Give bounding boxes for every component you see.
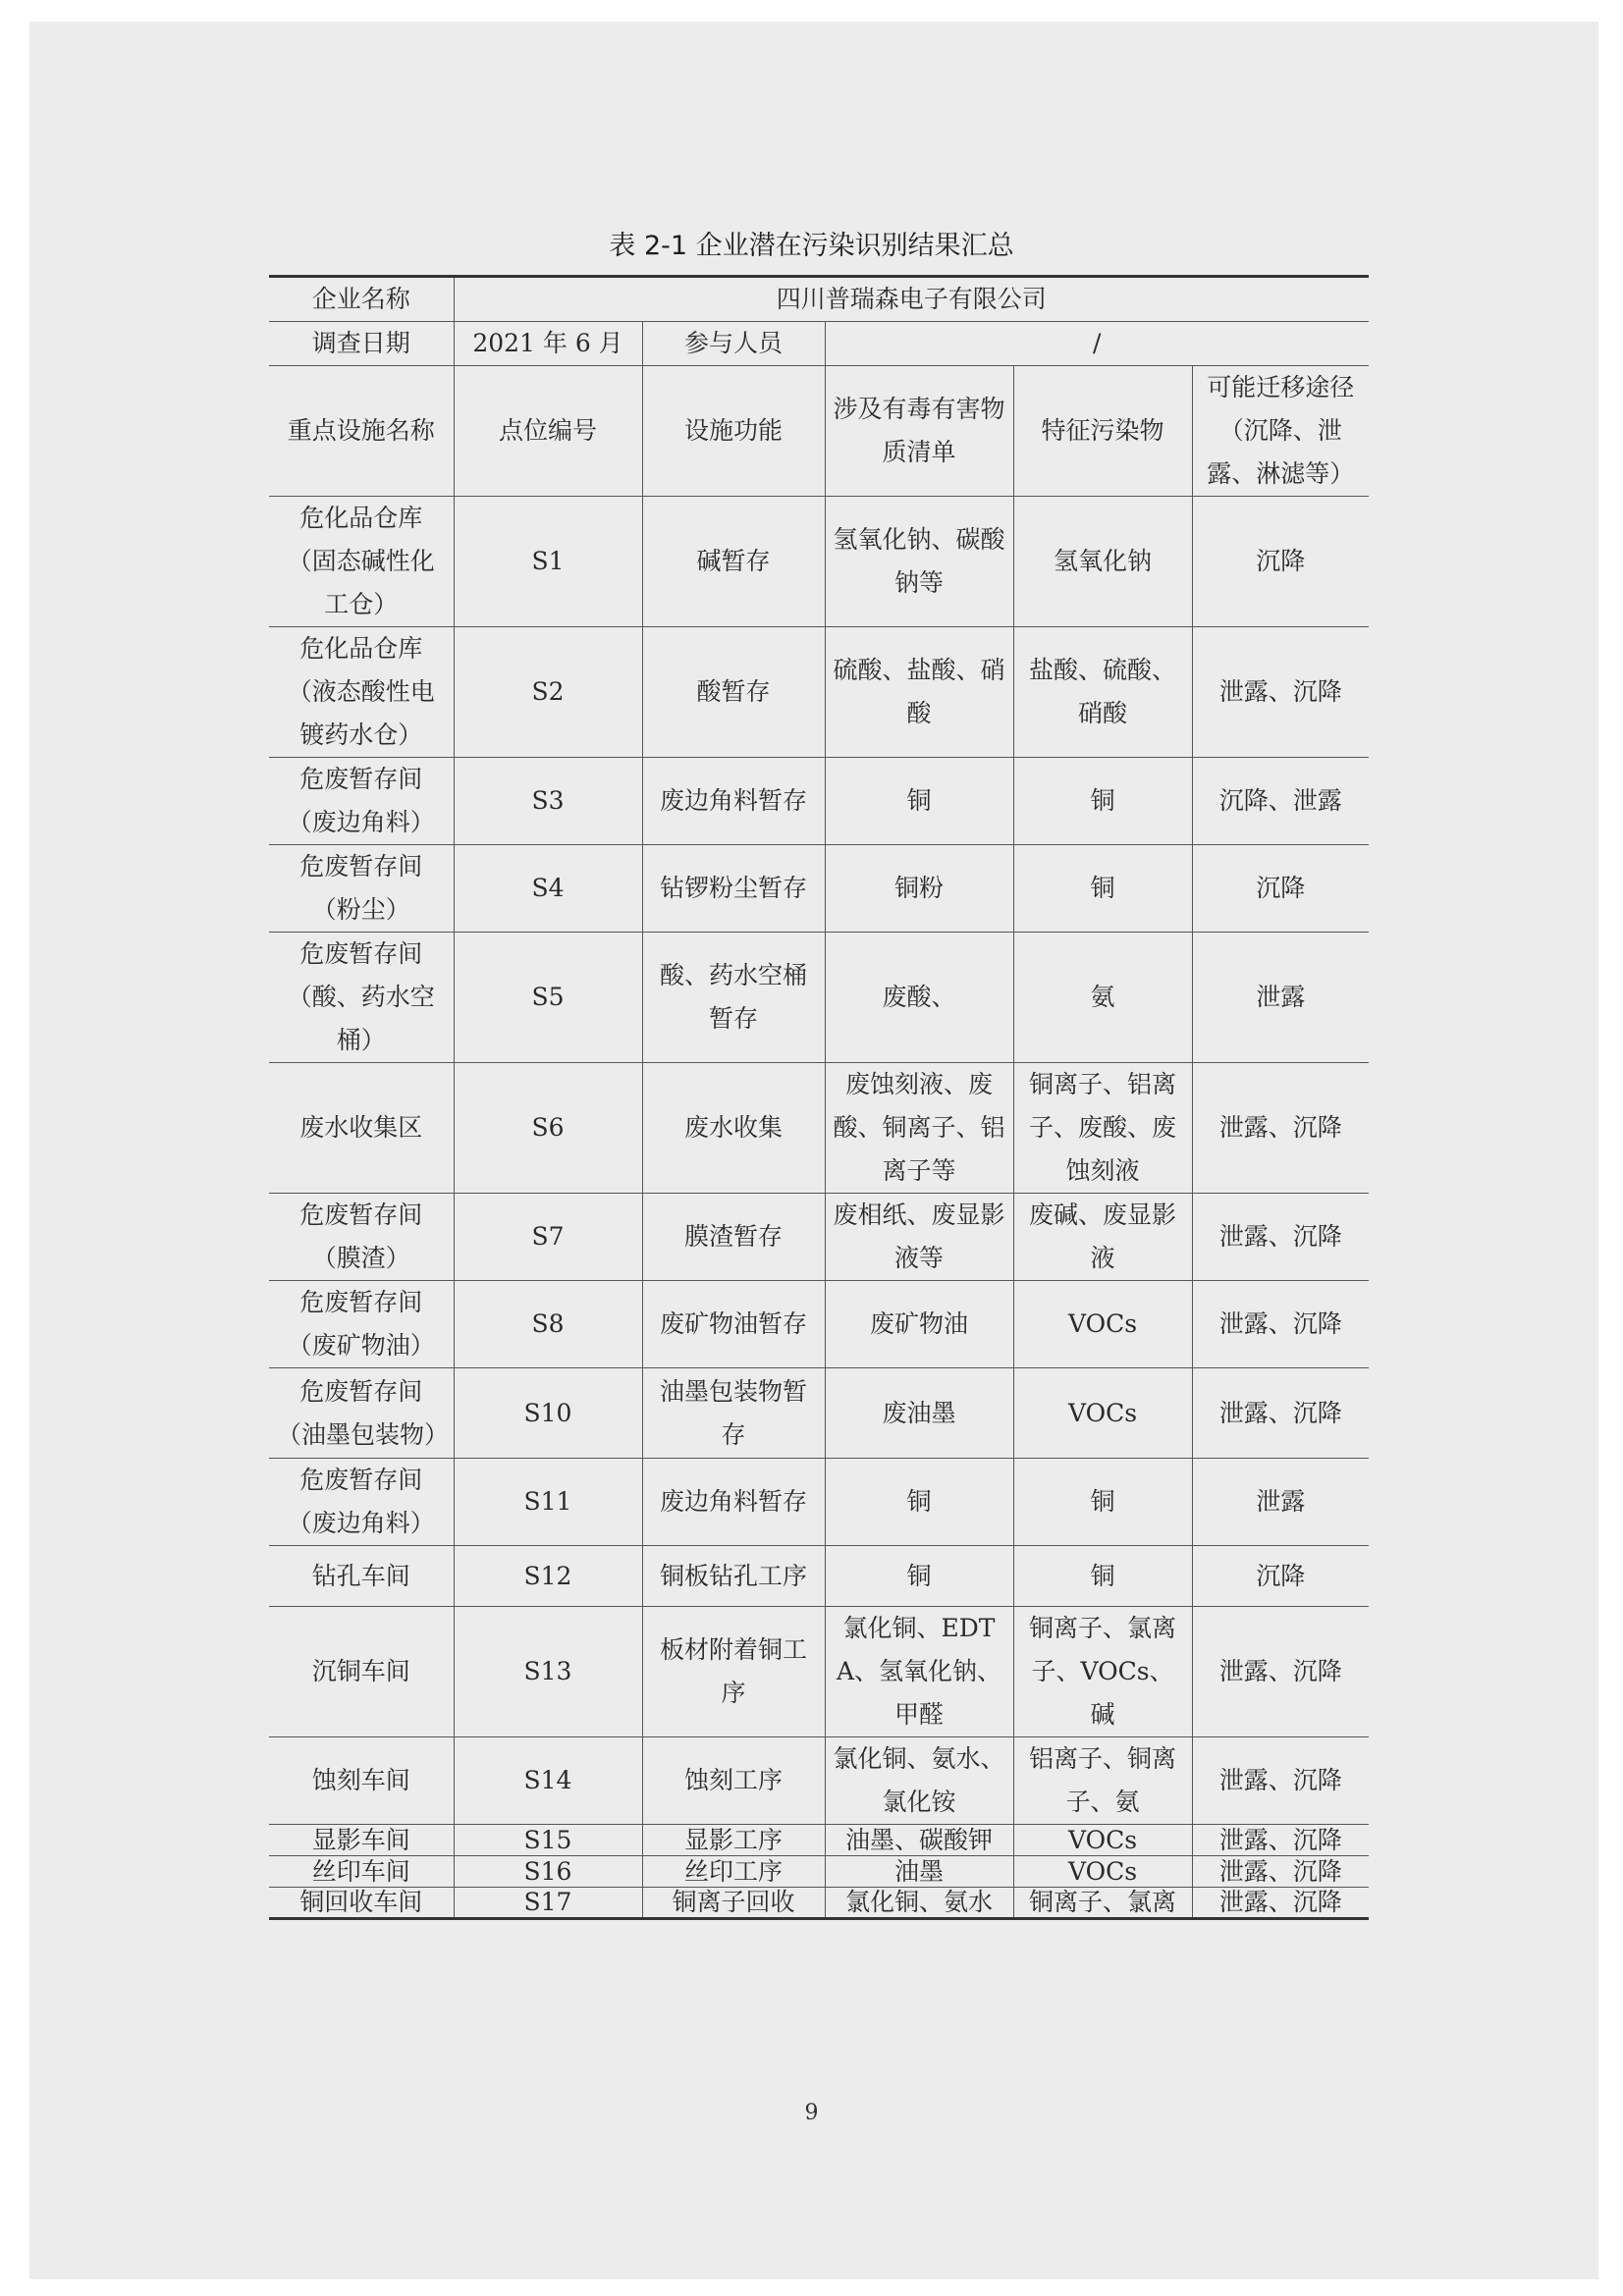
table-cell: 危废暂存间（油墨包装物）	[269, 1368, 454, 1459]
table-cell: 泄露、沉降	[1192, 1856, 1369, 1888]
table-row	[269, 1888, 1369, 1919]
table-cell: 氢氧化钠	[1013, 497, 1192, 627]
table-row	[269, 627, 1369, 758]
table-cell: VOCs	[1013, 1825, 1192, 1856]
table-cell: 危废暂存间（废边角料）	[269, 1459, 454, 1546]
table-cell: 泄露、沉降	[1192, 1825, 1369, 1856]
table-row	[269, 758, 1369, 845]
table-cell: VOCs	[1013, 1281, 1192, 1368]
table-cell: S7	[454, 1194, 642, 1281]
table-cell: 沉降、泄露	[1192, 758, 1369, 845]
table-cell: S4	[454, 845, 642, 933]
table-cell: 铜	[1013, 845, 1192, 933]
table-cell: S2	[454, 627, 642, 758]
table-cell: 废水收集区	[269, 1063, 454, 1194]
table-cell: 显影车间	[269, 1825, 454, 1856]
table-cell: 泄露、沉降	[1192, 1194, 1369, 1281]
table-cell: 铜板钻孔工序	[642, 1546, 825, 1607]
company-row	[269, 277, 1369, 322]
table-cell: S10	[454, 1368, 642, 1459]
table-cell: 丝印车间	[269, 1856, 454, 1888]
table-row	[269, 1825, 1369, 1856]
table-cell: 铜回收车间	[269, 1888, 454, 1919]
table-cell: 危废暂存间（废矿物油）	[269, 1281, 454, 1368]
table-cell: 铜	[1013, 1546, 1192, 1607]
company-label: 企业名称	[269, 277, 454, 322]
table-cell: 废油墨	[825, 1368, 1013, 1459]
table-row	[269, 1856, 1369, 1888]
table-cell: 盐酸、硫酸、硝酸	[1013, 627, 1192, 758]
header-cell: 重点设施名称	[269, 366, 454, 497]
header-cell: 可能迁移途径（沉降、泄露、淋滤等）	[1192, 366, 1369, 497]
table-cell: 铜	[825, 1459, 1013, 1546]
table-cell: 废边角料暂存	[642, 758, 825, 845]
header-cell: 点位编号	[454, 366, 642, 497]
table-cell: 油墨	[825, 1856, 1013, 1888]
table-cell: 废碱、废显影液	[1013, 1194, 1192, 1281]
table-cell: 钻孔车间	[269, 1546, 454, 1607]
table-cell: S8	[454, 1281, 642, 1368]
table-cell: 铜	[825, 758, 1013, 845]
table-cell: 泄露、沉降	[1192, 1607, 1369, 1737]
table-cell: 酸暂存	[642, 627, 825, 758]
table-cell: 蚀刻车间	[269, 1737, 454, 1825]
table-cell: 泄露、沉降	[1192, 1368, 1369, 1459]
table-cell: S6	[454, 1063, 642, 1194]
table-cell: 钻锣粉尘暂存	[642, 845, 825, 933]
table-row	[269, 933, 1369, 1063]
table-row	[269, 1368, 1369, 1459]
table-cell: 铜粉	[825, 845, 1013, 933]
table-cell: 铜离子、氯离子、VOCs、碱	[1013, 1607, 1192, 1737]
table-cell: 泄露、沉降	[1192, 627, 1369, 758]
page-number: 9	[804, 2101, 819, 2125]
date-value: 2021 年 6 月	[454, 322, 642, 366]
table-cell: 硫酸、盐酸、硝酸	[825, 627, 1013, 758]
table-cell: 沉铜车间	[269, 1607, 454, 1737]
table-cell: 氯化铜、EDTA、氢氧化钠、甲醛	[825, 1607, 1013, 1737]
table-cell: 废相纸、废显影液等	[825, 1194, 1013, 1281]
table-cell: 泄露	[1192, 933, 1369, 1063]
header-cell: 涉及有毒有害物质清单	[825, 366, 1013, 497]
table-cell: 危化品仓库（固态碱性化工仓）	[269, 497, 454, 627]
table-cell: S5	[454, 933, 642, 1063]
table-cell: 废矿物油	[825, 1281, 1013, 1368]
table-cell: 丝印工序	[642, 1856, 825, 1888]
table-row	[269, 1194, 1369, 1281]
table-cell: 氯化铜、氨水	[825, 1888, 1013, 1919]
table-cell: 泄露、沉降	[1192, 1888, 1369, 1919]
table-cell: 废水收集	[642, 1063, 825, 1194]
table-cell: VOCs	[1013, 1856, 1192, 1888]
table-cell: S17	[454, 1888, 642, 1919]
table-cell: 废边角料暂存	[642, 1459, 825, 1546]
table-row	[269, 1607, 1369, 1737]
table-cell: 废酸、	[825, 933, 1013, 1063]
table-cell: 板材附着铜工序	[642, 1607, 825, 1737]
table-cell: 铜离子、铝离子、废酸、废蚀刻液	[1013, 1063, 1192, 1194]
table-cell: 危化品仓库（液态酸性电镀药水仓）	[269, 627, 454, 758]
table-row	[269, 1063, 1369, 1194]
table-cell: 铝离子、铜离子、氨	[1013, 1737, 1192, 1825]
table-cell: 泄露、沉降	[1192, 1281, 1369, 1368]
date-row	[269, 322, 1369, 366]
table-row	[269, 845, 1369, 933]
table-cell: 泄露、沉降	[1192, 1063, 1369, 1194]
table-cell: 酸、药水空桶暂存	[642, 933, 825, 1063]
table-cell: S13	[454, 1607, 642, 1737]
table-cell: S1	[454, 497, 642, 627]
table-cell: 氯化铜、氨水、氯化铵	[825, 1737, 1013, 1825]
table-title: 表 2-1 企业潜在污染识别结果汇总	[609, 231, 1014, 261]
table-cell: 铜	[1013, 758, 1192, 845]
header-row	[269, 366, 1369, 497]
table-cell: 油墨包装物暂存	[642, 1368, 825, 1459]
table-cell: S12	[454, 1546, 642, 1607]
table-cell: S11	[454, 1459, 642, 1546]
header-cell: 设施功能	[642, 366, 825, 497]
header-cell: 特征污染物	[1013, 366, 1192, 497]
table-row	[269, 1459, 1369, 1546]
table-cell: 膜渣暂存	[642, 1194, 825, 1281]
company-value: 四川普瑞森电子有限公司	[454, 277, 1369, 322]
table-cell: 泄露、沉降	[1192, 1737, 1369, 1825]
table-cell: 危废暂存间（粉尘）	[269, 845, 454, 933]
table-cell: 显影工序	[642, 1825, 825, 1856]
people-label: 参与人员	[642, 322, 825, 366]
table-row	[269, 1281, 1369, 1368]
table-cell: VOCs	[1013, 1368, 1192, 1459]
table-cell: 危废暂存间（酸、药水空桶）	[269, 933, 454, 1063]
pollution-summary-table	[269, 275, 1369, 1920]
table-cell: S3	[454, 758, 642, 845]
table-cell: 氨	[1013, 933, 1192, 1063]
table-cell: 危废暂存间（废边角料）	[269, 758, 454, 845]
table-row	[269, 1737, 1369, 1825]
table-cell: 铜离子、氯离	[1013, 1888, 1192, 1919]
table-cell: 油墨、碳酸钾	[825, 1825, 1013, 1856]
table-cell: S15	[454, 1825, 642, 1856]
date-label: 调查日期	[269, 322, 454, 366]
table-cell: 碱暂存	[642, 497, 825, 627]
table-cell: 沉降	[1192, 1546, 1369, 1607]
table-cell: 废矿物油暂存	[642, 1281, 825, 1368]
table-cell: 沉降	[1192, 497, 1369, 627]
table-cell: 氢氧化钠、碳酸钠等	[825, 497, 1013, 627]
table-cell: 铜	[1013, 1459, 1192, 1546]
table-cell: 泄露	[1192, 1459, 1369, 1546]
table-cell: 危废暂存间（膜渣）	[269, 1194, 454, 1281]
people-value: /	[825, 322, 1369, 366]
table-row	[269, 497, 1369, 627]
table-cell: 废蚀刻液、废酸、铜离子、铝离子等	[825, 1063, 1013, 1194]
table-cell: 沉降	[1192, 845, 1369, 933]
table-cell: 蚀刻工序	[642, 1737, 825, 1825]
table-row	[269, 1546, 1369, 1607]
table-cell: 铜	[825, 1546, 1013, 1607]
table-cell: S16	[454, 1856, 642, 1888]
table-cell: S14	[454, 1737, 642, 1825]
table-cell: 铜离子回收	[642, 1888, 825, 1919]
